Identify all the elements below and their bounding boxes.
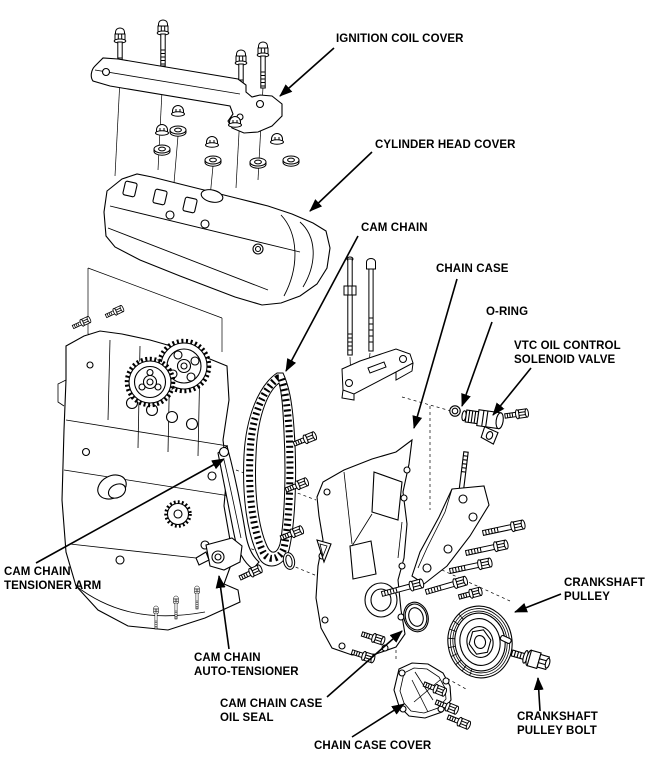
label-text: PULLEY (564, 591, 610, 603)
o-ring-drawing (450, 406, 460, 416)
cam-chain-guide-and-studs (342, 257, 413, 400)
chain-case-drawing (316, 440, 412, 655)
label-text: AUTO-TENSIONER (194, 666, 299, 678)
leader-crankshaft-pulley-bolt (538, 678, 540, 711)
label-cam-chain-tensioner-arm (4, 565, 101, 593)
label-text: PULLEY BOLT (517, 725, 597, 737)
label-text: CAM CHAIN (194, 652, 261, 664)
label-cam-chain (361, 221, 428, 235)
label-text: CAM CHAIN (361, 222, 428, 234)
label-text: OIL SEAL (220, 712, 274, 724)
label-cylinder-head-cover (375, 138, 516, 152)
crankshaft-pulley-bolt-drawing (510, 645, 552, 671)
label-vtc-oil-control-solenoid-valve (514, 339, 621, 367)
label-crankshaft-pulley-bolt (517, 710, 598, 738)
cylinder-head-cover-drawing (104, 174, 330, 305)
label-text: CHAIN CASE COVER (314, 740, 432, 752)
label-cam-chain-auto-tensioner (194, 651, 299, 679)
label-text: CRANKSHAFT (564, 577, 645, 589)
label-chain-case (436, 262, 509, 276)
leader-o-ring (462, 322, 492, 406)
label-o-ring (486, 305, 528, 319)
label-cam-chain-case-oil-seal (220, 697, 322, 725)
label-text: O-RING (486, 306, 529, 318)
label-text: CAM CHAIN (4, 566, 71, 578)
label-chain-case-cover (314, 739, 431, 753)
ignition-coil-cover-drawing (91, 20, 282, 133)
leader-chain-case (414, 279, 457, 428)
label-text: CAM CHAIN CASE (220, 698, 323, 710)
leader-crankshaft-pulley (515, 594, 561, 612)
label-ignition-coil-cover (336, 32, 464, 46)
label-text: VTC OIL CONTROL (514, 340, 621, 352)
label-text: TENSIONER ARM (4, 580, 102, 592)
label-text: CHAIN CASE (436, 263, 509, 275)
label-text: CRANKSHAFT (517, 711, 598, 723)
leader-ignition-coil-cover (280, 48, 334, 96)
crank-sprocket (166, 502, 190, 526)
leader-vtc-solenoid-valve (493, 368, 531, 415)
leader-chain-case-cover (352, 704, 404, 737)
label-text: IGNITION COIL COVER (336, 33, 464, 45)
cam-sprocket-intake (127, 359, 173, 405)
label-crankshaft-pulley (564, 576, 645, 604)
label-text: SOLENOID VALVE (514, 354, 616, 366)
crankshaft-pulley-drawing (442, 601, 518, 683)
label-text: CYLINDER HEAD COVER (375, 139, 516, 151)
vtc-oil-control-solenoid-valve-drawing (450, 406, 529, 445)
leader-cylinder-head-cover (310, 152, 372, 211)
